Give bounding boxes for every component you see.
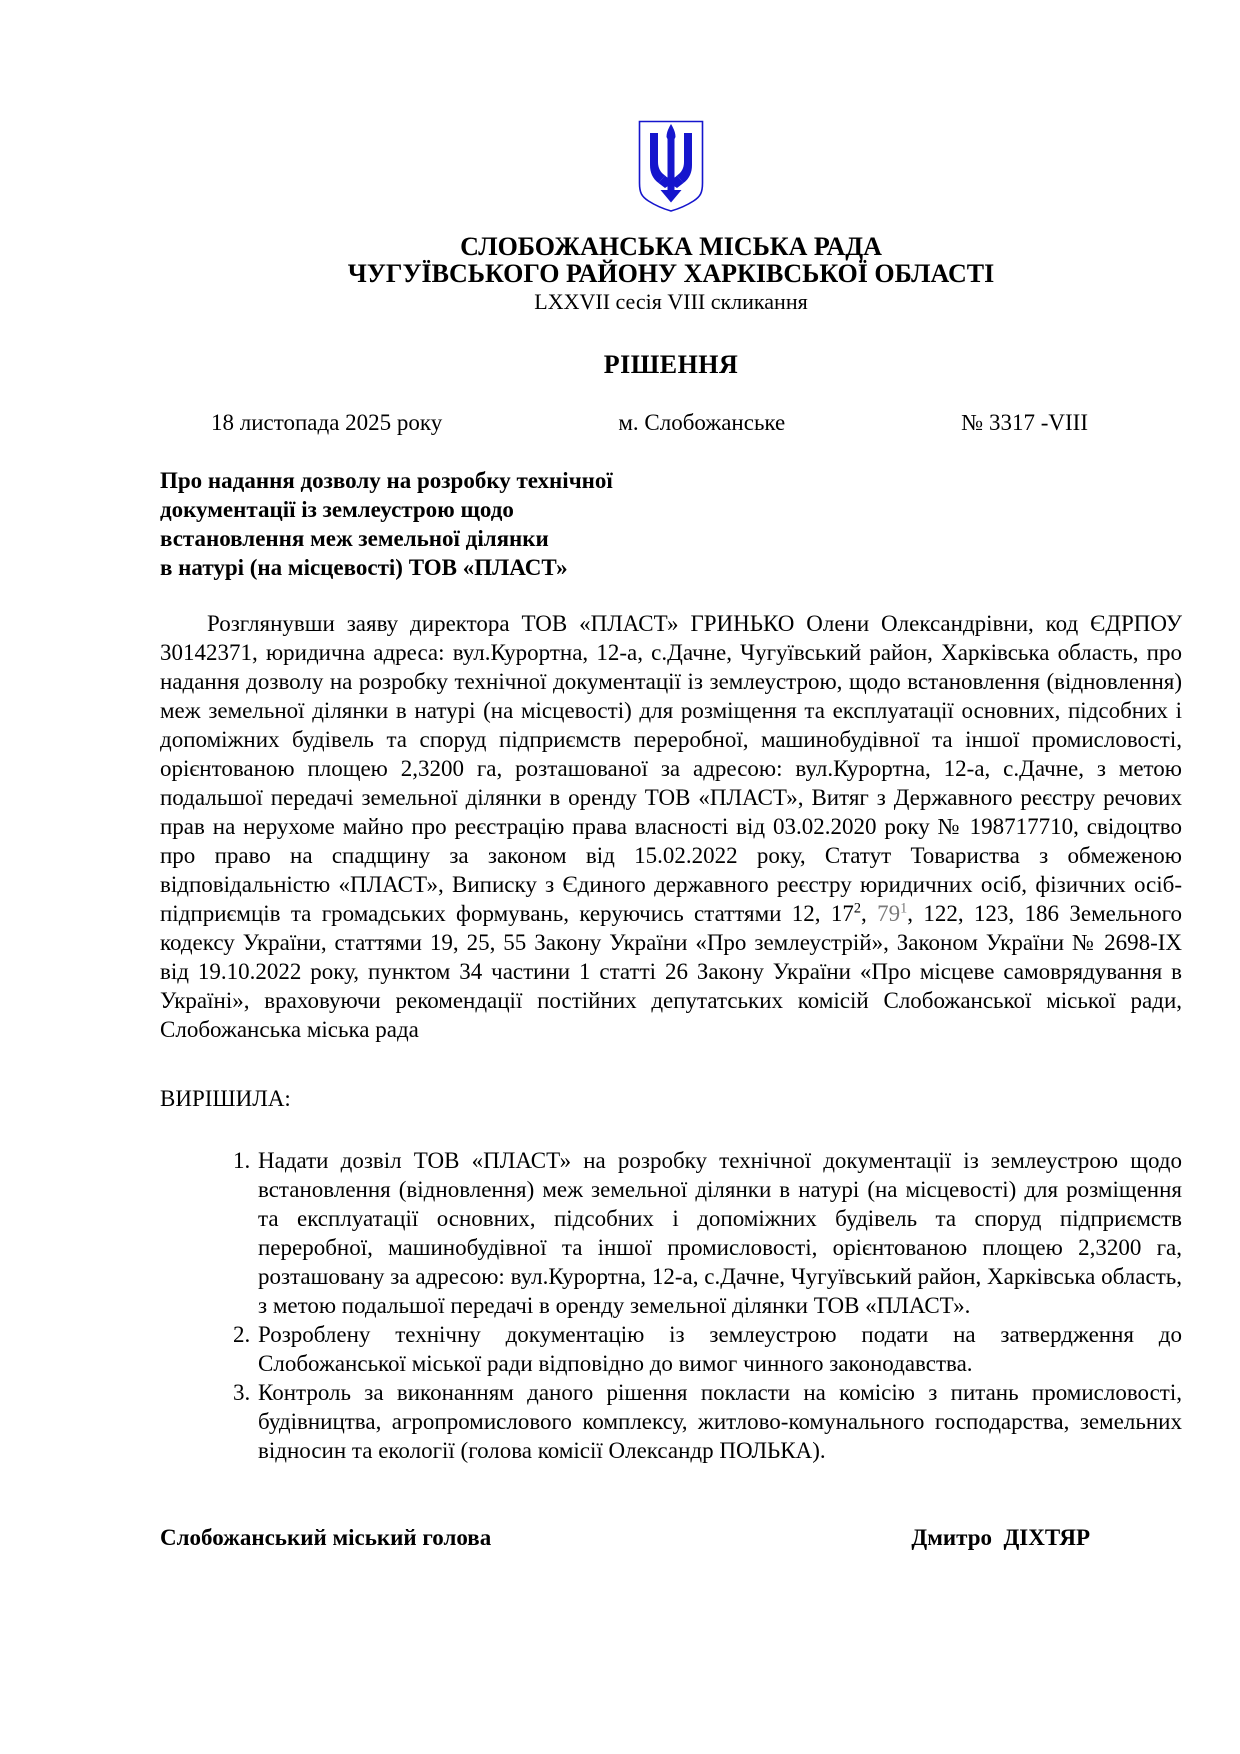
resolution-items-list bbox=[160, 1146, 1182, 1465]
ukraine-trident-icon bbox=[638, 120, 704, 212]
preamble-text-segment: Розглянувши заяву директора ТОВ «ПЛАСТ» ГРИНЬКО Олени Олександрівни, код ЄДРПОУ 30142371, юридична адреса: вул.Курортна, 12-а, с.Дачне, Чугуївський район, Харківська область, про надання дозволу на розробку технічної документації із землеустрою, щодо встановлення (відновлення) меж земельної ділянки в натурі (на місцевості) для розміщення та експлуатації основних, підсобних і допоміжних будівель та споруд підприємств переробної, машинобудівної та іншої промисловості, орієнтованою площею 2,3200 га, розташованої за адресою: вул.Курортна, 12-а, с.Дачне, з метою подальшої передачі земельної ділянки в оренду ТОВ «ПЛАСТ», Витяг з Державного реєстру речових прав на нерухоме майно про реєстрацію права власності від 03.02.2020 року № 198717710, свідоцтво про право на спадщину за законом від 15.02.2022 року, Статут Товариства з обмеженою відповідальністю «ПЛАСТ», Виписку з Єдиного державного реєстру юридичних осіб, фізичних осіб-підприємців та громадських формувань, керуючись статтями 12, 17 bbox=[160, 611, 1182, 926]
emblem-container bbox=[160, 120, 1182, 217]
document-date: 18 листопада 2025 року bbox=[211, 410, 443, 435]
session-info: LXXVII сесія VIII скликання bbox=[534, 289, 808, 314]
resolution-label: ВИРІШИЛА: bbox=[160, 1086, 291, 1111]
preamble-paragraph bbox=[160, 609, 1182, 1044]
signer-name: Дмитро ДІХТЯР bbox=[911, 1525, 1090, 1550]
organization-header bbox=[160, 233, 1182, 315]
document-title bbox=[160, 466, 1182, 582]
date-place-number-line bbox=[160, 409, 1182, 436]
district-name: ЧУГУЇВСЬКОГО РАЙОНУ ХАРКІВСЬКОЇ ОБЛАСТІ bbox=[347, 259, 995, 288]
document-type-label: РІШЕННЯ bbox=[603, 350, 739, 379]
council-name: СЛОБОЖАНСЬКА МІСЬКА РАДА bbox=[460, 232, 882, 261]
document-number: № 3317 -VIII bbox=[961, 410, 1088, 435]
title-line: встановлення меж земельної ділянки bbox=[160, 526, 549, 551]
signer-position: Слобожанський міський голова bbox=[160, 1525, 492, 1550]
document-place: м. Слобожанське bbox=[618, 410, 786, 435]
title-line: документації із землеустрою щодо bbox=[160, 497, 514, 522]
resolution-item: 2. Розроблену технічну документацію із землеустрою подати на затвердження до Слобожанської міської ради відповідно до вимог чинного законодавства. bbox=[256, 1320, 1182, 1378]
title-line: в натурі (на місцевості) ТОВ «ПЛАСТ» bbox=[160, 555, 568, 580]
signature-row bbox=[160, 1523, 1182, 1552]
preamble-text-segment: , bbox=[861, 901, 878, 926]
preamble-text-segment: , 122, 123, 186 Земельного кодексу України, статтями 19, 25, 55 Закону України «Про землеустрій», Законом України № 2698-ІХ від 19.10.2022 року, пунктом 34 частини 1 статті 26 Закону України «Про місцеве самоврядування в Україні», враховуючи рекомендації постійних депутатських комісій Слобожанської міської ради, Слобожанська міська рада bbox=[160, 901, 1182, 1042]
preamble-text-segment: 79 bbox=[877, 901, 901, 926]
preamble-text-segment: 1 bbox=[900, 900, 908, 917]
resolution-item: 1. Надати дозвіл ТОВ «ПЛАСТ» на розробку технічної документації із землеустрою щодо встановлення (відновлення) меж земельної ділянки в натурі (на місцевості) для розміщення та експлуатації основних, підсобних і допоміжних будівель та споруд підприємств переробної, машинобудівної та іншої промисловості, орієнтованою площею 2,3200 га, розташовану за адресою: вул.Курортна, 12-а, с.Дачне, Чугуївський район, Харківська область, з метою подальшої передачі в оренду земельної ділянки ТОВ «ПЛАСТ». bbox=[256, 1146, 1182, 1320]
resolution-item: 3. Контроль за виконанням даного рішення покласти на комісію з питань промисловості, будівництва, агропромислового комплексу, житлово-комунального господарства, земельних відносин та екології (голова комісії Олександр ПОЛЬКА). bbox=[256, 1378, 1182, 1465]
preamble-text-segment: 2 bbox=[853, 900, 862, 917]
title-line: Про надання дозволу на розробку технічної bbox=[160, 468, 613, 493]
